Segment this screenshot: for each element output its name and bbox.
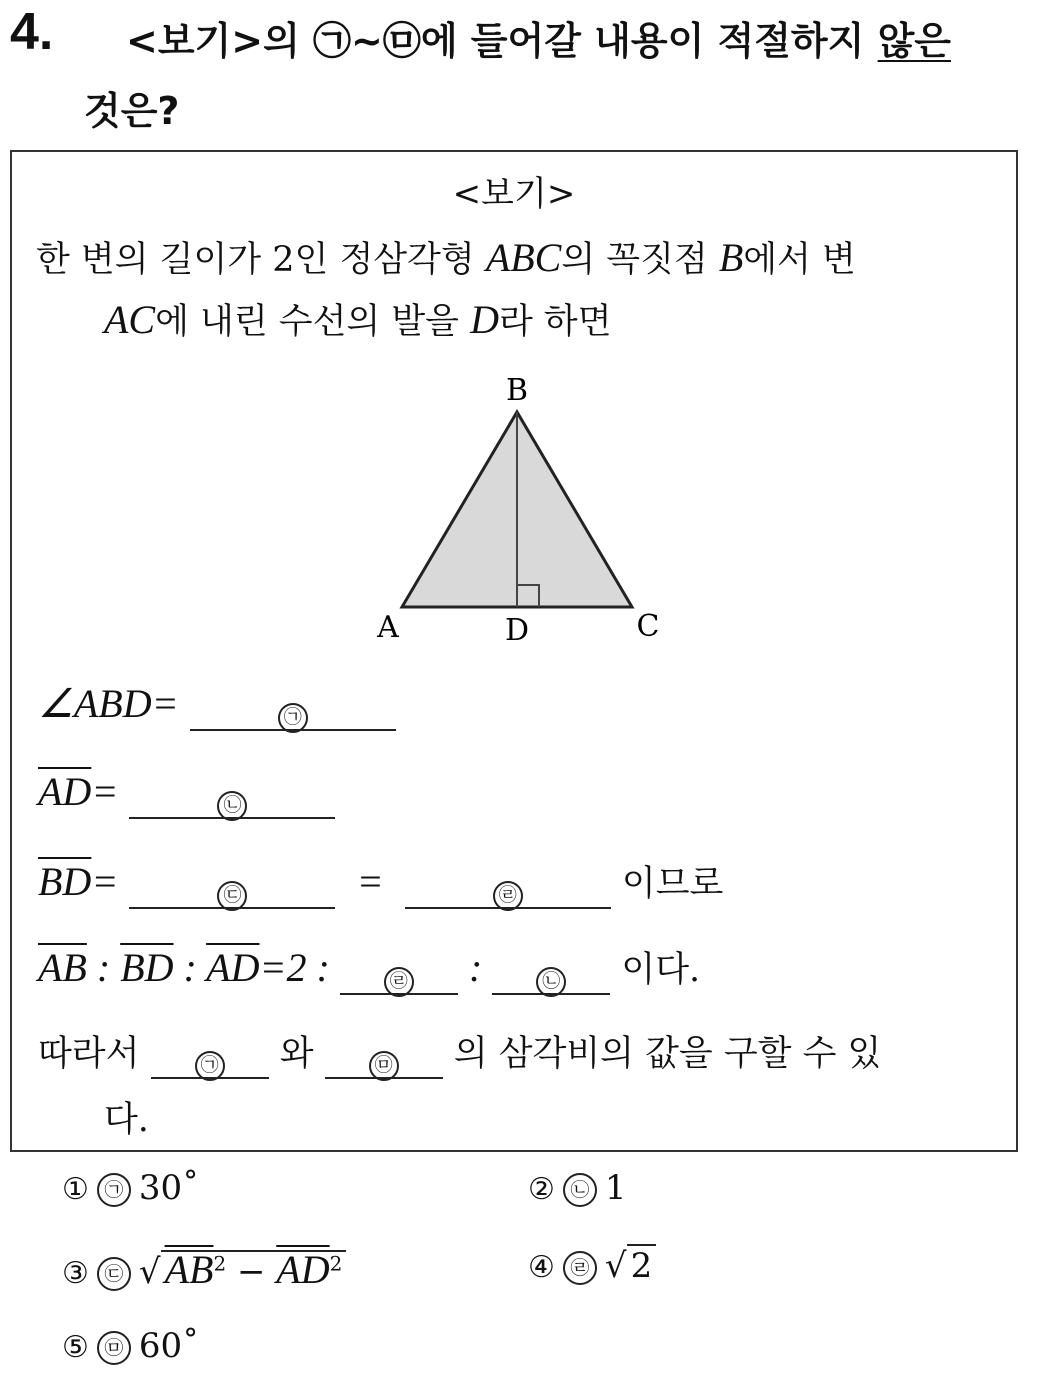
conclusion-prefix: 따라서 [38, 1034, 140, 1074]
choice-1-text: 30˚ [138, 1168, 200, 1208]
eq-ratio: $\overline{AB}$ : $\overline{BD}$ : $\overline{AD}=2$ : ㉣ : ㉡ 이다. [38, 942, 700, 992]
blank-7-label: ㉠ [195, 1051, 225, 1081]
blank-2-label: ㉡ [217, 791, 247, 821]
choice-3[interactable] [62, 1246, 346, 1293]
vertex-b: B [718, 235, 744, 280]
intro-text: 라 하면 [499, 302, 612, 342]
question-stem-text: <보기>의 ㉠~㉤에 들어갈 내용이 적절하지 [126, 19, 878, 63]
choice-1-mark: ㉠ [97, 1173, 131, 1207]
blank-4 [405, 873, 611, 909]
bogi-intro-line2 [104, 294, 612, 344]
choice-3-ad: $\overline{AD}$ [276, 1247, 330, 1292]
ratio-ad: $\overline{AD}$ [206, 945, 260, 990]
choice-3-number: ③ [62, 1256, 89, 1291]
choice-3-radical: √ $AB^2 - \overline{AD}^2$ [139, 1250, 346, 1292]
eq2-lhs: $\overline{AD}$ [38, 769, 92, 814]
question-number: 4. [10, 3, 54, 61]
blank-1 [190, 695, 396, 731]
label-c: C [636, 609, 660, 644]
choice-3-ab: AB [164, 1247, 214, 1292]
ratio-bd: $\overline{BD}$ [120, 945, 174, 990]
bogi-intro-line1 [36, 232, 856, 282]
blank-5 [340, 959, 458, 995]
blank-6 [492, 959, 610, 995]
choice-4-number: ④ [528, 1250, 555, 1285]
triangle-figure [362, 372, 682, 652]
triangle-name: ABC [485, 235, 562, 280]
foot-d: D [470, 297, 499, 342]
label-a: A [377, 610, 399, 645]
question-header [0, 0, 1060, 140]
label-b: B [505, 373, 529, 408]
choice-5-number: ⑤ [62, 1330, 89, 1365]
blank-4-label: ㉣ [493, 881, 523, 911]
intro-text: 에서 변 [743, 240, 856, 280]
conclusion-line1 [38, 1026, 881, 1076]
ratio-ab: $\overline{AB}$ [38, 945, 87, 990]
eq-ad: $\overline{AD}=$ ㉡ [38, 768, 335, 815]
blank-5-label: ㉣ [384, 967, 414, 997]
question-stem-underlined: 않은 [877, 19, 952, 63]
intro-text: 에 내린 수선의 발을 [155, 302, 471, 342]
intro-text: 한 변의 길이가 2인 정삼각형 [36, 240, 486, 280]
conclusion-line2: 다. [104, 1100, 149, 1140]
choice-4[interactable] [528, 1246, 656, 1286]
question-stem-line2: 것은? [84, 89, 180, 133]
choice-3-exp2: 2 [329, 1251, 343, 1276]
blank-8 [325, 1043, 443, 1079]
choice-5[interactable] [62, 1326, 199, 1366]
choice-4-value: 2 [627, 1244, 657, 1286]
choice-5-text: 60˚ [138, 1326, 200, 1366]
bogi-title: <보기> [452, 174, 576, 214]
choice-3-exp1: 2 [213, 1251, 227, 1276]
choice-4-radical: √ 2 [605, 1244, 656, 1286]
label-d: D [504, 613, 530, 648]
eq1-lhs: ∠ABD [38, 681, 152, 726]
answer-choices [0, 1160, 1060, 1370]
blank-3 [129, 873, 335, 909]
blank-8-label: ㉤ [369, 1051, 399, 1081]
ratio-suffix: 이다. [621, 950, 701, 990]
choice-1-number: ① [62, 1172, 89, 1207]
ratio-two: 2 [286, 945, 307, 990]
blank-6-label: ㉡ [536, 967, 566, 997]
side-ac: AC [104, 297, 156, 342]
eq-bd: $\overline{BD}=$ ㉢ = ㉣ 이므로 [38, 856, 723, 906]
intro-text: 의 꼭짓점 [561, 240, 719, 280]
choice-2[interactable] [528, 1168, 627, 1208]
choice-1[interactable] [62, 1168, 199, 1208]
conclusion-mid: 와 [279, 1034, 314, 1074]
blank-3-label: ㉢ [217, 881, 247, 911]
blank-1-label: ㉠ [278, 703, 308, 733]
blank-7 [151, 1043, 269, 1079]
eq3-lhs: $\overline{BD}$ [38, 859, 92, 904]
choice-2-number: ② [528, 1172, 555, 1207]
choice-4-mark: ㉣ [563, 1251, 597, 1285]
eq-angle-abd: ∠ABD= ㉠ [38, 680, 396, 727]
blank-2 [129, 783, 335, 819]
bogi-box [10, 150, 1018, 1152]
question-stem-line1 [126, 10, 951, 65]
eq3-suffix: 이므로 [621, 864, 724, 904]
choice-2-mark: ㉡ [563, 1173, 597, 1207]
choice-2-text: 1 [604, 1168, 627, 1208]
conclusion-suffix: 의 삼각비의 값을 구할 수 있 [453, 1034, 882, 1074]
choice-5-mark: ㉤ [97, 1331, 131, 1365]
choice-3-mark: ㉢ [97, 1257, 131, 1291]
